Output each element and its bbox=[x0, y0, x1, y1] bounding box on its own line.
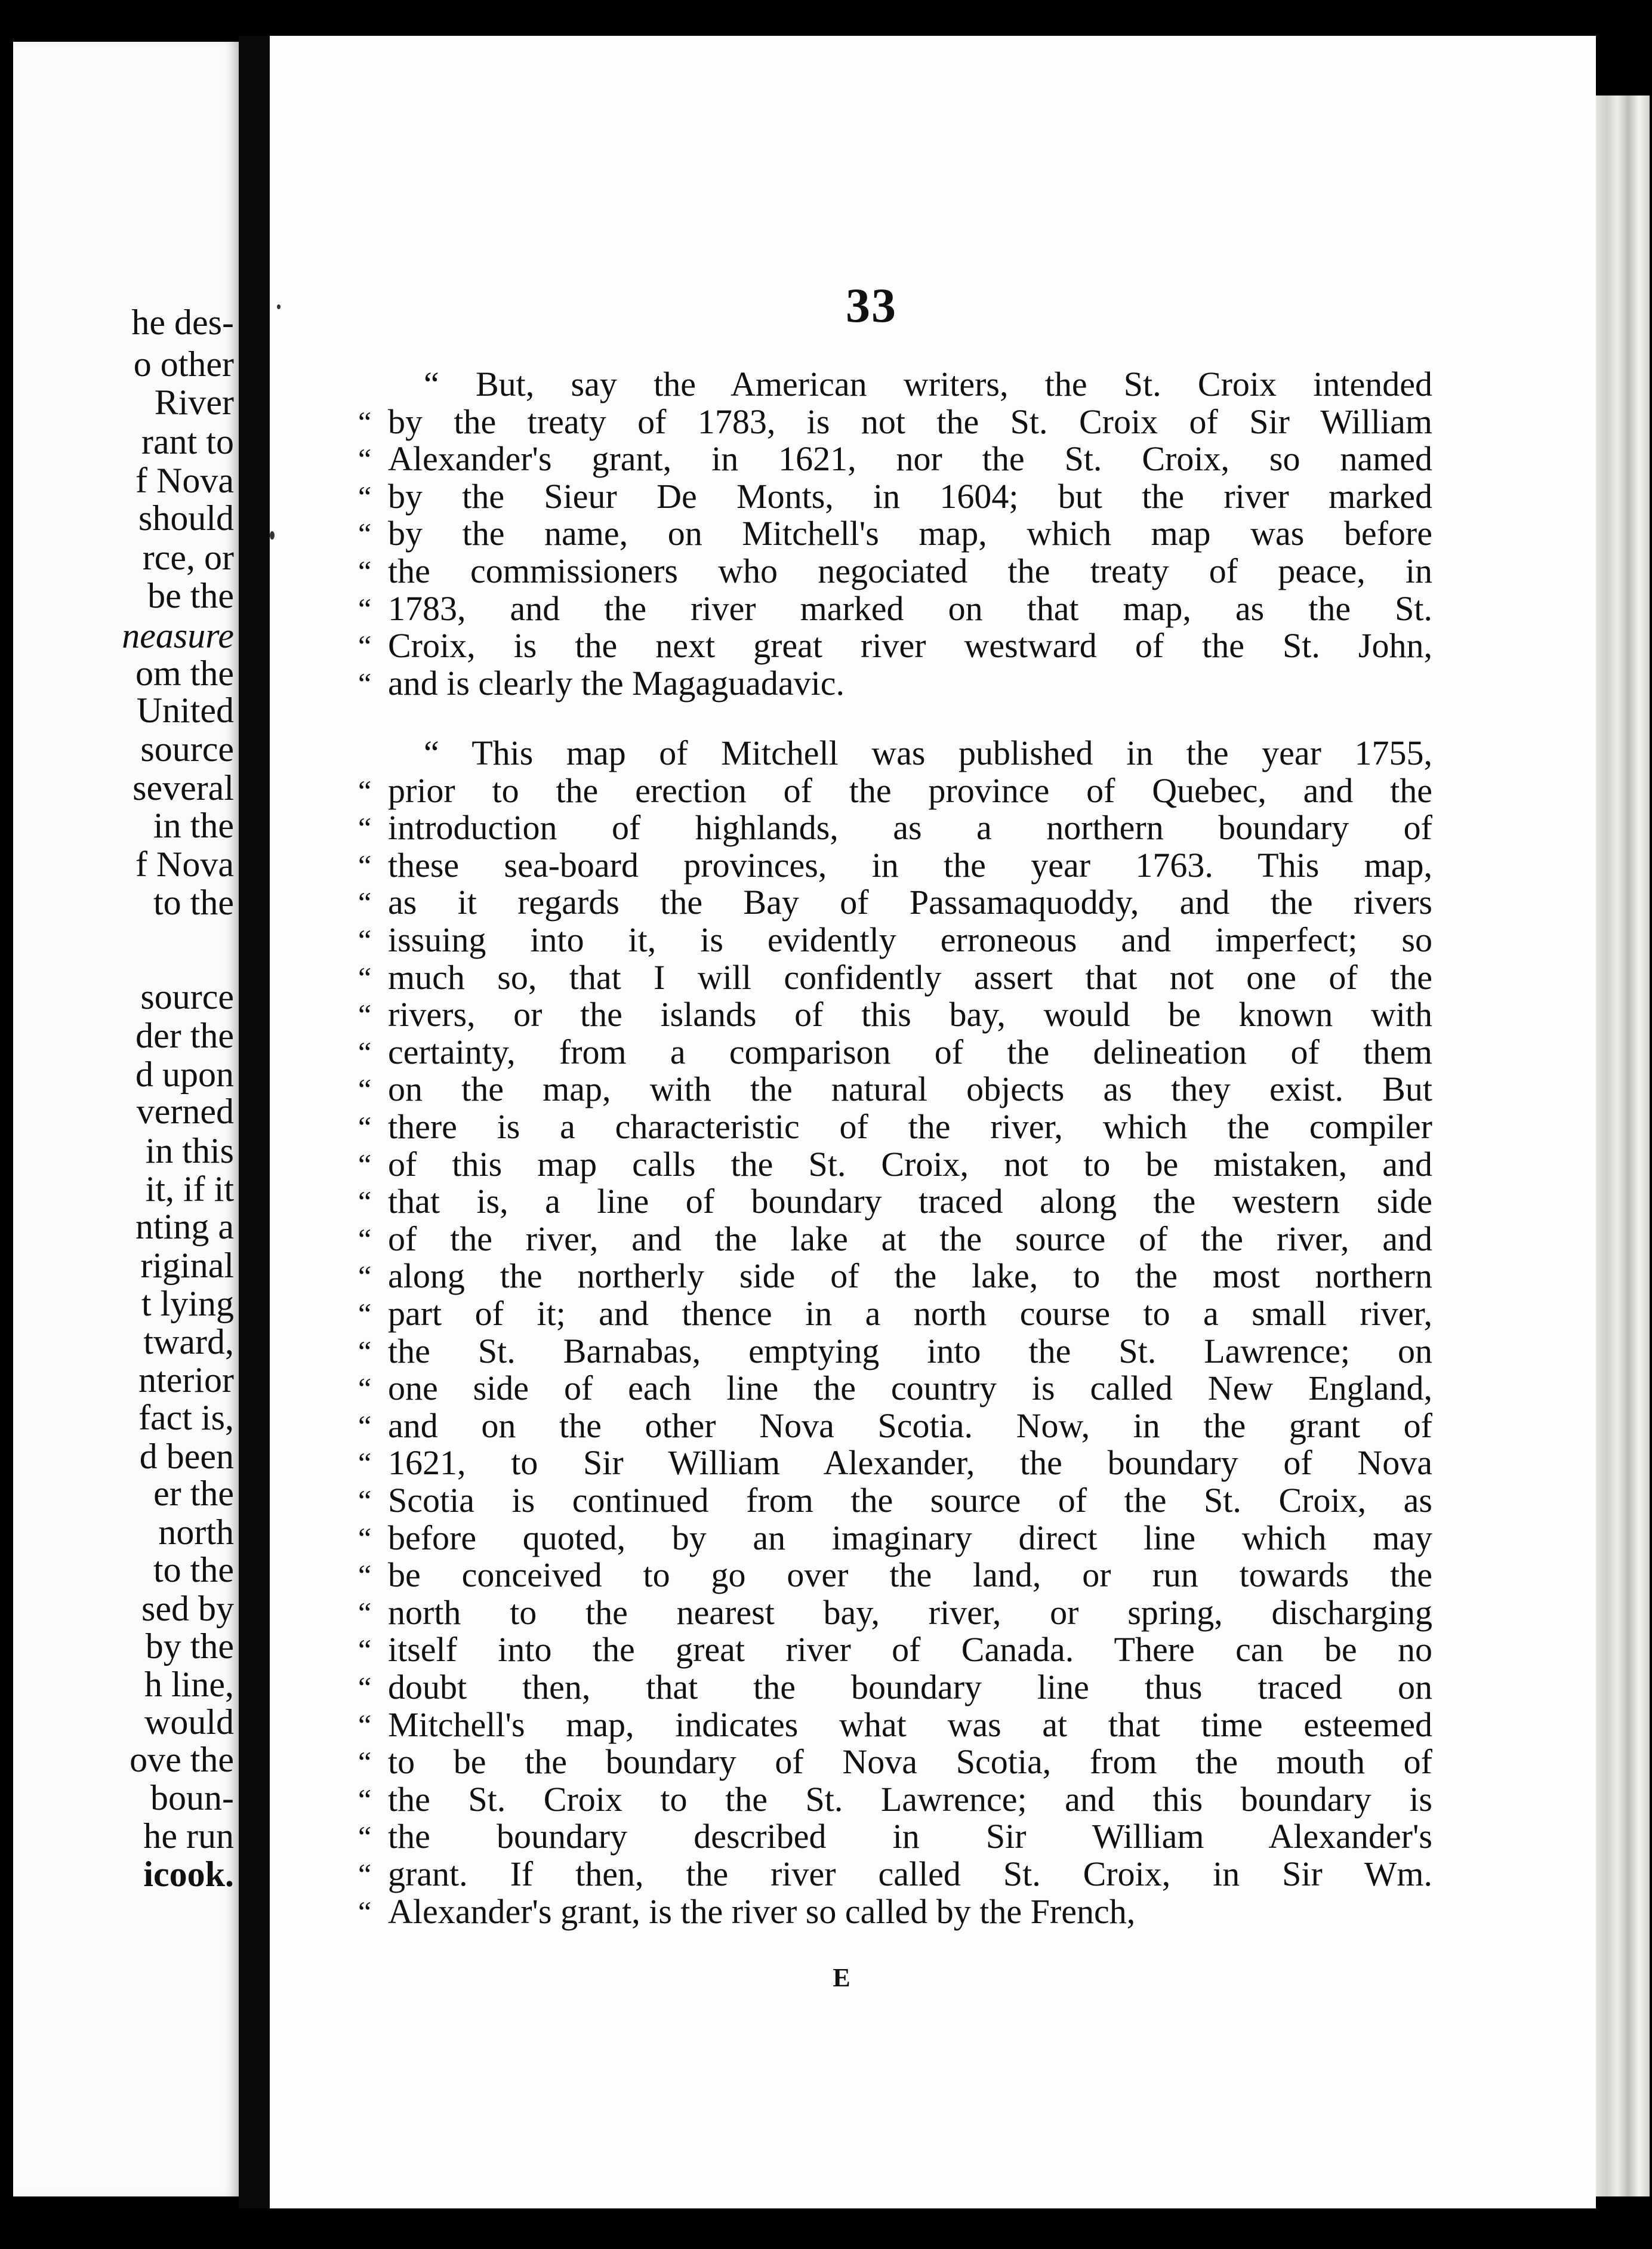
left-page-line: it, if it bbox=[145, 1169, 234, 1209]
line-text: before quoted, by an imaginary direct line which may bbox=[388, 1518, 1432, 1557]
line-text: 1621, to Sir William Alexander, the boundary of Nova bbox=[388, 1443, 1432, 1483]
left-page-line: River bbox=[154, 383, 234, 422]
left-page-line: sed by bbox=[141, 1589, 234, 1628]
left-page-line: neasure bbox=[122, 616, 234, 655]
text-line bbox=[358, 1145, 1432, 1184]
line-text: Alexander's grant, in 1621, nor the St. Croix, so named bbox=[388, 439, 1432, 479]
line-text: on the map, with the natural objects as they exist. But bbox=[388, 1070, 1432, 1109]
text-line bbox=[358, 1108, 1432, 1146]
quote-mark: “ bbox=[358, 923, 372, 957]
quote-mark: “ bbox=[358, 1521, 372, 1555]
line-text: rivers, or the islands of this bay, would be known with bbox=[388, 995, 1432, 1034]
line-text: Scotia is continued from the source of the St. Croix, as bbox=[388, 1481, 1432, 1520]
line-text: certainty, from a comparison of the delineation of them bbox=[388, 1032, 1432, 1071]
quote-mark: “ bbox=[358, 886, 372, 920]
text-line bbox=[358, 1893, 1432, 1931]
line-text: be conceived to go over the land, or run towards the bbox=[388, 1555, 1432, 1595]
text-line bbox=[358, 590, 1432, 628]
text-line bbox=[358, 1780, 1432, 1819]
line-text: part of it; and thence in a north course to a small river, bbox=[388, 1294, 1432, 1333]
quote-mark: “ bbox=[358, 1035, 372, 1069]
line-text: to be the boundary of Nova Scotia, from the mouth of bbox=[388, 1742, 1432, 1782]
line-text: the St. Barnabas, emptying into the St. Lawrence; on bbox=[388, 1331, 1432, 1370]
left-page-line: der the bbox=[135, 1016, 234, 1055]
left-page-line: tward, bbox=[143, 1322, 234, 1361]
text-line bbox=[358, 1369, 1432, 1407]
quote-mark: “ bbox=[358, 442, 372, 476]
line-text: the commissioners who negociated the treaty of peace, in bbox=[388, 552, 1432, 590]
line-text: one side of each line the country is called New England, bbox=[388, 1369, 1432, 1408]
left-page-line: north bbox=[158, 1512, 234, 1552]
left-page-line: he des- bbox=[131, 303, 234, 342]
line-text: much so, that I will confidently assert that not one of the bbox=[388, 957, 1432, 997]
quote-mark: “ bbox=[358, 1259, 372, 1293]
left-page-line: er the bbox=[153, 1474, 234, 1513]
left-page-line: rce, or bbox=[142, 538, 234, 577]
line-text: the St. Croix to the St. Lawrence; and this boundary is bbox=[388, 1779, 1432, 1819]
text-line bbox=[358, 1706, 1432, 1744]
left-page-line: source bbox=[140, 729, 234, 769]
right-page bbox=[270, 36, 1596, 2208]
quote-mark: “ bbox=[358, 960, 372, 994]
line-text: by the name, on Mitchell's map, which map was before bbox=[388, 514, 1432, 553]
text-line bbox=[358, 1407, 1432, 1445]
text-line bbox=[358, 1519, 1432, 1557]
line-text: these sea-board provinces, in the year 1763. This map, bbox=[388, 845, 1432, 885]
page-number: 33 bbox=[846, 278, 897, 332]
quote-mark: “ bbox=[358, 1894, 372, 1928]
text-line bbox=[358, 959, 1432, 997]
quote-mark: “ bbox=[358, 1857, 372, 1891]
line-text: Croix, is the next great river westward of the St. John, bbox=[388, 626, 1432, 666]
ink-speck bbox=[270, 531, 275, 540]
ink-speck bbox=[277, 304, 281, 309]
quote-mark: “ bbox=[358, 1782, 372, 1816]
text-line bbox=[358, 627, 1432, 665]
left-page-line: verned bbox=[136, 1092, 234, 1131]
text-line bbox=[358, 477, 1432, 516]
quote-mark: “ bbox=[358, 1110, 372, 1144]
text-line bbox=[358, 1257, 1432, 1295]
left-page-line: t lying bbox=[141, 1284, 234, 1323]
line-text: “ But, say the American writers, the St. Croix intended bbox=[424, 365, 1432, 403]
left-page-line: to the bbox=[153, 883, 234, 922]
quote-mark: “ bbox=[358, 666, 372, 700]
quote-mark: “ bbox=[358, 405, 372, 439]
quote-mark: “ bbox=[358, 1671, 372, 1704]
text-line bbox=[358, 809, 1432, 847]
text-line bbox=[358, 664, 1432, 703]
quote-mark: “ bbox=[358, 1558, 372, 1592]
left-page-line: d upon bbox=[135, 1055, 234, 1094]
quote-mark: “ bbox=[358, 1147, 372, 1181]
left-page-line: in the bbox=[153, 806, 234, 845]
quote-mark: “ bbox=[358, 1073, 372, 1107]
line-text: issuing into it, is evidently erroneous and imperfect; so bbox=[388, 920, 1432, 959]
left-page-line: rant to bbox=[141, 422, 234, 461]
quote-mark: “ bbox=[358, 554, 372, 588]
left-page-line: to the bbox=[153, 1550, 234, 1589]
quote-mark: “ bbox=[358, 629, 372, 663]
line-text: of the river, and the lake at the source of the river, and bbox=[388, 1219, 1432, 1258]
quote-mark: “ bbox=[358, 811, 372, 845]
left-page-line: f Nova bbox=[135, 461, 234, 500]
left-page-line: source bbox=[140, 977, 234, 1016]
quote-mark: “ bbox=[358, 848, 372, 882]
line-text: grant. If then, the river called St. Croix, in Sir Wm. bbox=[388, 1854, 1432, 1893]
signature-mark: E bbox=[833, 1963, 850, 1992]
text-line bbox=[358, 365, 1432, 403]
left-page-line: d been bbox=[139, 1437, 234, 1476]
left-page-line: United bbox=[136, 691, 234, 730]
text-line bbox=[358, 734, 1432, 772]
text-line bbox=[358, 1295, 1432, 1333]
text-line bbox=[358, 1594, 1432, 1632]
quote-mark: “ bbox=[358, 1595, 372, 1629]
left-page-line: fact is, bbox=[138, 1398, 234, 1437]
text-line bbox=[358, 1070, 1432, 1108]
text-line bbox=[358, 403, 1432, 441]
left-page-line: by the bbox=[145, 1626, 234, 1666]
quote-mark: “ bbox=[358, 1708, 372, 1742]
text-line bbox=[358, 515, 1432, 553]
quote-mark: “ bbox=[358, 1633, 372, 1667]
line-text: by the treaty of 1783, is not the St. Croix of Sir William bbox=[388, 402, 1432, 441]
quote-mark: “ bbox=[358, 479, 372, 513]
line-text: Mitchell's map, indicates what was at that time esteemed bbox=[388, 1705, 1432, 1744]
quote-mark: “ bbox=[358, 591, 372, 626]
left-page-line: nting a bbox=[135, 1207, 234, 1246]
left-page-line: should bbox=[138, 498, 234, 538]
left-page-fragment bbox=[13, 42, 239, 2196]
quote-mark: “ bbox=[358, 517, 372, 551]
text-line bbox=[358, 996, 1432, 1034]
text-line bbox=[358, 1556, 1432, 1594]
left-page-line: icook. bbox=[143, 1854, 234, 1894]
text-line bbox=[358, 1817, 1432, 1856]
line-text: along the northerly side of the lake, to the most northern bbox=[388, 1256, 1432, 1296]
left-page-line: riginal bbox=[140, 1246, 234, 1285]
quote-mark: “ bbox=[358, 1820, 372, 1854]
line-text: that is, a line of boundary traced along the western side bbox=[388, 1182, 1432, 1221]
line-text: there is a characteristic of the river, which the compiler bbox=[388, 1107, 1432, 1146]
quote-mark: “ bbox=[358, 1185, 372, 1219]
text-line bbox=[358, 921, 1432, 959]
line-text: 1783, and the river marked on that map, as the St. bbox=[388, 589, 1432, 628]
text-line bbox=[358, 1631, 1432, 1669]
left-page-line: o other bbox=[133, 344, 234, 384]
left-page-line: h line, bbox=[144, 1665, 234, 1704]
line-text: the boundary described in Sir William Alexander's bbox=[388, 1817, 1432, 1856]
line-text: north to the nearest bay, river, or spring, discharging bbox=[388, 1592, 1432, 1632]
left-page-line: f Nova bbox=[135, 845, 234, 884]
quote-mark: “ bbox=[358, 1222, 372, 1256]
left-page-line: boun- bbox=[150, 1778, 234, 1817]
quote-mark: “ bbox=[358, 1484, 372, 1517]
quote-mark: “ bbox=[358, 774, 372, 808]
line-text: prior to the erection of the province of Quebec, and the bbox=[388, 771, 1432, 810]
line-text: itself into the great river of Canada. There can be no bbox=[388, 1630, 1432, 1669]
text-line bbox=[358, 1668, 1432, 1706]
line-text: Alexander's grant, is the river so called by the French, bbox=[388, 1891, 1136, 1931]
left-page-line: ove the bbox=[130, 1740, 234, 1779]
quote-mark: “ bbox=[358, 998, 372, 1032]
quote-mark: “ bbox=[358, 1409, 372, 1443]
left-page-line: he run bbox=[143, 1816, 234, 1856]
line-text: and is clearly the Magaguadavic. bbox=[388, 663, 845, 703]
line-text: “ This map of Mitchell was published in the year 1755, bbox=[424, 734, 1432, 772]
text-line bbox=[358, 1033, 1432, 1071]
left-page-line: om the bbox=[135, 654, 234, 693]
quote-mark: “ bbox=[358, 1297, 372, 1330]
text-line bbox=[358, 846, 1432, 885]
text-line bbox=[358, 883, 1432, 922]
line-text: of this map calls the St. Croix, not to be mistaken, and bbox=[388, 1144, 1432, 1184]
text-line bbox=[358, 552, 1432, 590]
quote-mark: “ bbox=[358, 1334, 372, 1368]
left-page-line: nterior bbox=[138, 1360, 234, 1400]
text-line bbox=[358, 1743, 1432, 1781]
line-text: doubt then, that the boundary line thus traced on bbox=[388, 1668, 1432, 1706]
line-text: introduction of highlands, as a northern boundary of bbox=[388, 808, 1432, 848]
text-line bbox=[358, 1444, 1432, 1482]
line-text: and on the other Nova Scotia. Now, in the grant of bbox=[388, 1406, 1432, 1445]
page-edges bbox=[1596, 95, 1650, 2196]
text-line bbox=[358, 1855, 1432, 1893]
text-line bbox=[358, 1182, 1432, 1221]
text-line bbox=[358, 440, 1432, 478]
quote-mark: “ bbox=[358, 1745, 372, 1779]
text-line bbox=[358, 1332, 1432, 1370]
left-page-line: be the bbox=[147, 576, 234, 615]
left-page-line: would bbox=[144, 1702, 234, 1742]
line-text: as it regards the Bay of Passamaquoddy, and the rivers bbox=[388, 883, 1432, 922]
quote-mark: “ bbox=[358, 1446, 372, 1480]
quote-mark: “ bbox=[358, 1372, 372, 1406]
book-gutter bbox=[239, 36, 270, 2208]
left-page-line: in this bbox=[145, 1131, 234, 1170]
line-text: by the Sieur De Monts, in 1604; but the river marked bbox=[388, 476, 1432, 516]
text-line bbox=[358, 1481, 1432, 1520]
left-page-line: several bbox=[132, 768, 234, 808]
text-line bbox=[358, 1220, 1432, 1258]
text-line bbox=[358, 772, 1432, 810]
